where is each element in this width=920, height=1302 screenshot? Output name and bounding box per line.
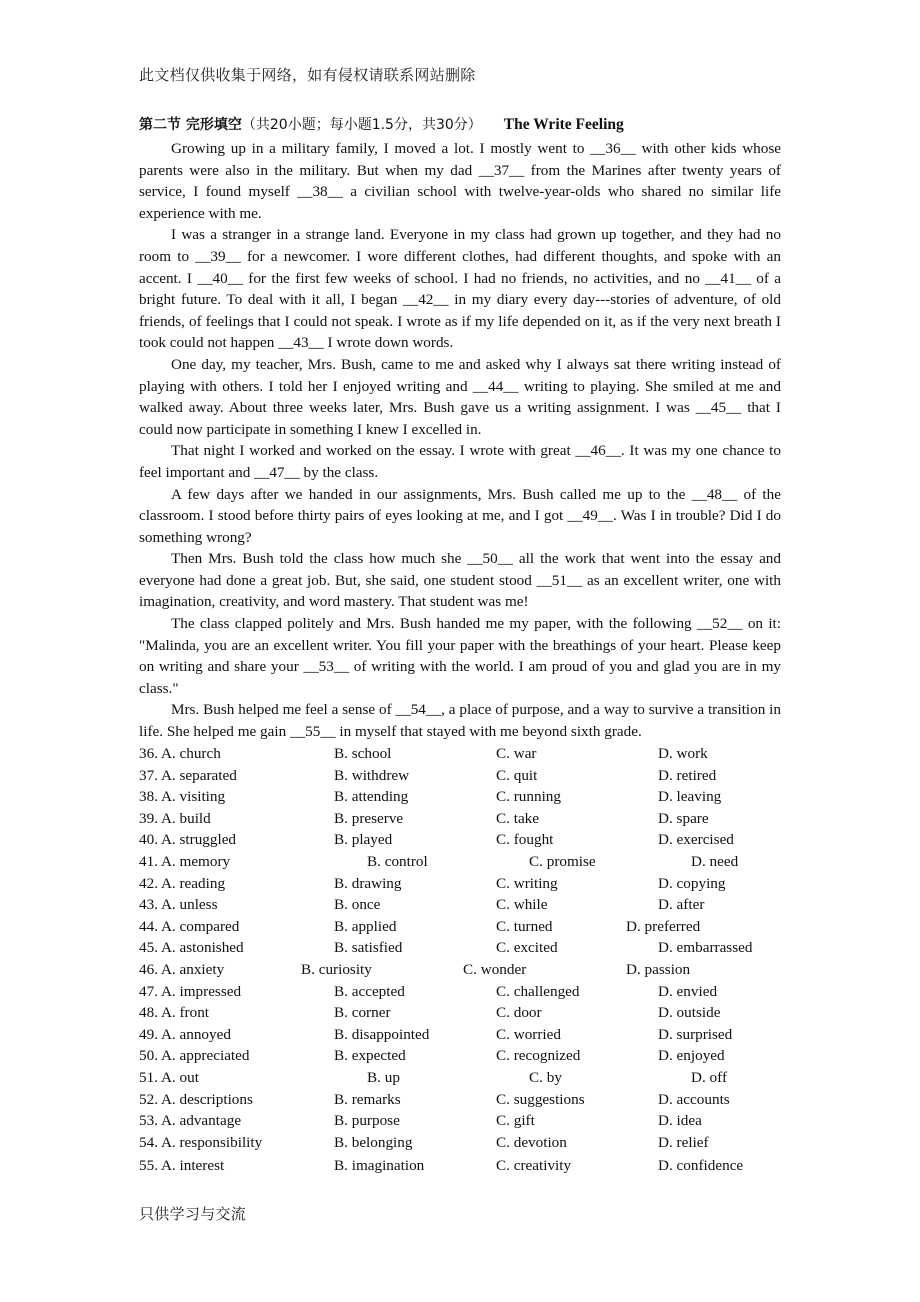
option-d: D. copying: [658, 874, 726, 892]
option-d: D. embarrassed: [658, 939, 753, 957]
option-d: D. outside: [658, 1004, 721, 1022]
option-a: 41. A. memory: [139, 852, 231, 870]
question-row: [139, 829, 799, 851]
question-row: [139, 959, 799, 981]
option-c: C. creativity: [496, 1157, 572, 1175]
option-a: 40. A. struggled: [139, 831, 237, 849]
option-d: D. envied: [658, 982, 718, 1000]
option-a: 46. A. anxiety: [139, 960, 225, 978]
option-a: 50. A. appreciated: [139, 1047, 250, 1065]
option-c: C. quit: [496, 766, 538, 784]
option-d: D. relief: [658, 1133, 709, 1151]
option-a: 43. A. unless: [139, 896, 218, 914]
option-c: C. by: [529, 1068, 562, 1086]
option-d: D. accounts: [658, 1090, 730, 1108]
option-c: C. wonder: [463, 960, 527, 978]
option-a: 48. A. front: [139, 1004, 210, 1022]
option-b: B. imagination: [334, 1157, 425, 1175]
footer-note: 只供学习与交流: [139, 1205, 247, 1223]
option-d: D. passion: [626, 960, 691, 978]
option-c: C. while: [496, 896, 548, 914]
question-row: [139, 1132, 799, 1154]
option-d: D. need: [691, 852, 739, 870]
question-row: [139, 743, 799, 765]
option-c: C. worried: [496, 1025, 561, 1043]
option-c: C. gift: [496, 1112, 535, 1130]
option-b: B. remarks: [334, 1090, 401, 1108]
option-d: D. surprised: [658, 1025, 733, 1043]
option-c: C. fought: [496, 831, 554, 849]
option-d: D. off: [691, 1068, 727, 1086]
option-a: 39. A. build: [139, 809, 211, 827]
question-row: [139, 1067, 799, 1089]
option-b: B. preserve: [334, 809, 404, 827]
option-a: 37. A. separated: [139, 766, 237, 784]
paragraph: The class clapped politely and Mrs. Bush handed me my paper, with the following __52__ on it: "Malinda, you are an excellent writer. You fill your paper with the breathings of your heart. Please keep on writing and share your __53__ of writing with the world. I am proud of you and glad you are in my class.": [139, 615, 781, 697]
option-b: B. up: [367, 1068, 400, 1086]
option-c: C. door: [496, 1004, 542, 1022]
question-row: [139, 765, 799, 787]
option-a: 54. A. responsibility: [139, 1133, 263, 1151]
option-a: 36. A. church: [139, 745, 221, 762]
option-a: 47. A. impressed: [139, 982, 242, 1000]
paragraph: I was a stranger in a strange land. Everyone in my class had grown up together, and they had no room to __39__ for a newcomer. I wore different clothes, had different thoughts, and spoke with an accent. I __40__ for the first few weeks of school. I had no friends, no activities, and no __41__ of a bright future. To deal with it all, I began __42__ in my diary every day---stories of adventure, of old friends, of feelings that I could not speak. I wrote as if my life depended on it, as if the very next breath I took could not happen __43__ I wrote down words.: [139, 226, 781, 352]
question-row: [139, 937, 799, 959]
question-row: [139, 894, 799, 916]
option-c: C. turned: [496, 917, 553, 935]
passage: [139, 138, 781, 743]
question-row: [139, 808, 799, 830]
option-d: D. work: [658, 745, 708, 762]
option-d: D. exercised: [658, 831, 734, 849]
question-row: [139, 1024, 799, 1046]
option-d: D. retired: [658, 766, 717, 784]
answer-options: [139, 743, 799, 1177]
paragraph: Then Mrs. Bush told the class how much she __50__ all the work that went into the essay and everyone had done a great job. But, she said, one student stood __51__ as an excellent writer, one with imagination, creativity, and word mastery. That student was me!: [139, 550, 781, 611]
option-c: C. promise: [529, 852, 596, 870]
header-note: 此文档仅供收集于网络，如有侵权请联系网站删除: [139, 66, 476, 84]
option-d: D. after: [658, 896, 705, 914]
option-b: B. satisfied: [334, 939, 403, 957]
option-a: 55. A. interest: [139, 1157, 225, 1175]
option-a: 53. A. advantage: [139, 1112, 242, 1130]
question-row: [139, 786, 799, 808]
option-b: B. attending: [334, 788, 409, 806]
question-row: [139, 916, 799, 938]
option-d: D. spare: [658, 809, 709, 827]
option-a: 49. A. annoyed: [139, 1025, 231, 1043]
question-row: [139, 1045, 799, 1067]
section-heading: [139, 114, 799, 136]
option-b: B. control: [367, 852, 428, 870]
option-b: B. expected: [334, 1047, 406, 1065]
question-row: [139, 851, 799, 873]
option-b: B. school: [334, 745, 392, 762]
question-row: [139, 1002, 799, 1024]
question-row: [139, 873, 799, 895]
option-c: C. devotion: [496, 1133, 567, 1151]
option-c: C. running: [496, 788, 561, 806]
option-b: B. played: [334, 831, 393, 849]
option-a: 51. A. out: [139, 1068, 199, 1086]
paragraph: That night I worked and worked on the essay. I wrote with great __46__. It was my one chance to feel important and __47__ by the class.: [139, 442, 781, 481]
option-b: B. once: [334, 896, 381, 914]
option-c: C. war: [496, 745, 537, 762]
option-b: B. drawing: [334, 874, 402, 892]
option-d: D. idea: [658, 1112, 702, 1130]
option-a: 38. A. visiting: [139, 788, 226, 806]
option-c: C. suggestions: [496, 1090, 585, 1108]
option-a: 52. A. descriptions: [139, 1090, 253, 1108]
option-b: B. corner: [334, 1004, 391, 1022]
section-instructions: （共20小题；每小题1.5分，共30分）: [241, 117, 482, 133]
section-label: 第二节 完形填空: [139, 117, 242, 133]
passage-title: The Write Feeling: [503, 116, 624, 133]
question-row: [139, 1155, 799, 1177]
question-row: [139, 1089, 799, 1111]
option-b: B. purpose: [334, 1112, 400, 1130]
option-b: B. withdrew: [334, 766, 410, 784]
option-b: B. applied: [334, 917, 397, 935]
paragraph: Mrs. Bush helped me feel a sense of __54__, a place of purpose, and a way to survive a transition in life. She helped me gain __55__ in myself that stayed with me beyond sixth grade.: [139, 701, 781, 741]
option-a: 44. A. compared: [139, 917, 240, 935]
option-b: B. curiosity: [301, 960, 372, 978]
option-b: B. belonging: [334, 1133, 413, 1151]
option-b: B. accepted: [334, 982, 405, 1000]
option-a: 42. A. reading: [139, 874, 226, 892]
paragraph: One day, my teacher, Mrs. Bush, came to me and asked why I always sat there writing instead of playing with others. I told her I enjoyed writing and __44__ writing to playing. She smiled at me and walked away. About three weeks later, Mrs. Bush gave us a writing assignment. I was __45__ that I could now participate in something I knew I excelled in.: [139, 355, 781, 438]
option-d: D. confidence: [658, 1157, 744, 1175]
option-a: 45. A. astonished: [139, 939, 244, 957]
option-c: C. challenged: [496, 982, 580, 1000]
option-b: B. disappointed: [334, 1025, 430, 1043]
option-c: C. recognized: [496, 1047, 581, 1065]
option-d: D. preferred: [626, 917, 701, 935]
option-c: C. take: [496, 809, 540, 827]
question-row: [139, 1110, 799, 1132]
option-c: C. excited: [496, 939, 558, 957]
option-c: C. writing: [496, 874, 558, 892]
question-row: [139, 981, 799, 1003]
paragraph: Growing up in a military family, I moved a lot. I mostly went to __36__ with other kids whose parents were also in the military. But when my dad __37__ from the Marines after twenty years of service, I found myself __38__ a civilian school with twelve-year-olds who shared no similar life experience with me.: [139, 140, 781, 222]
paragraph: A few days after we handed in our assignments, Mrs. Bush called me up to the __48__ of the classroom. I stood before thirty pairs of eyes looking at me, and I got __49__. Was I in trouble? Did I do something wrong?: [139, 485, 781, 546]
option-d: D. leaving: [658, 788, 722, 806]
option-d: D. enjoyed: [658, 1047, 725, 1065]
